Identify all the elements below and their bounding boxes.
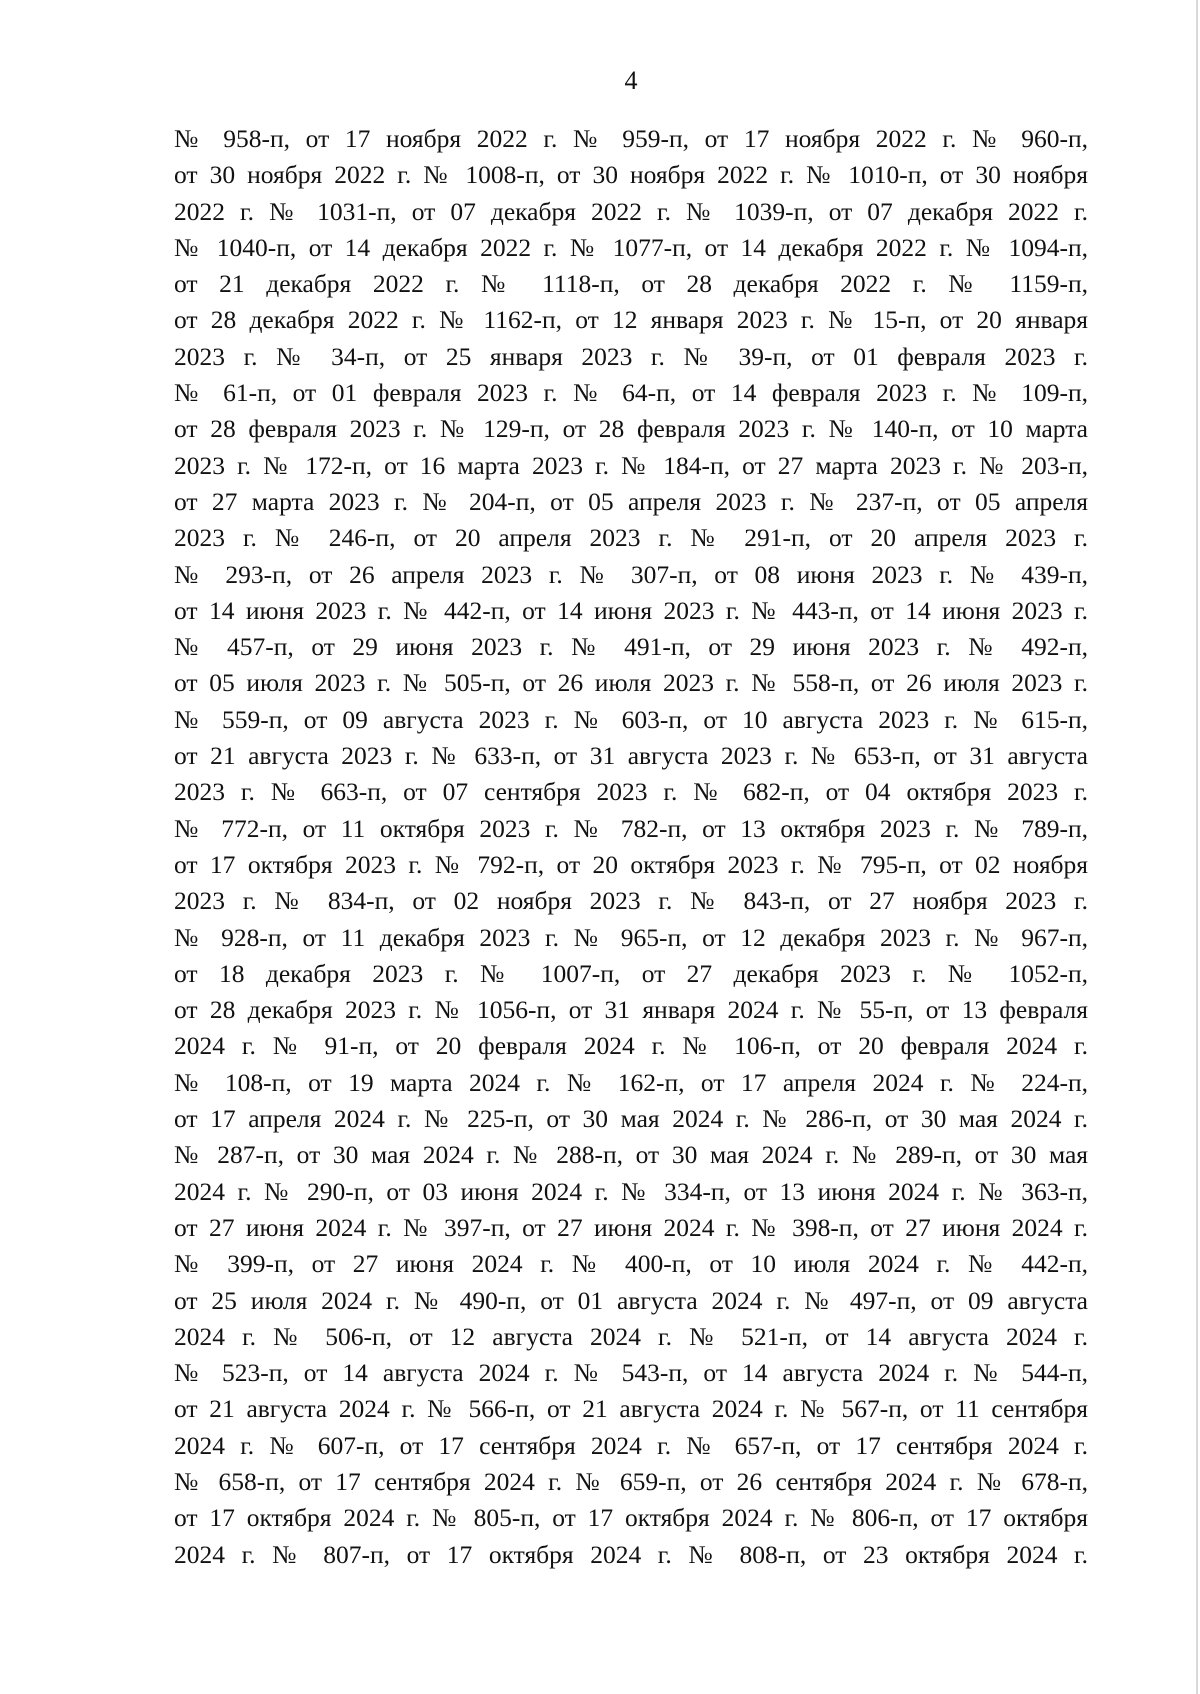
text-line: от 27 марта 2023 г. № 204-п, от 05 апреля 2023 г. № 237-п, от 05 апреля <box>174 486 1088 516</box>
text-line: № 958-п, от 17 ноября 2022 г. № 959-п, от 17 ноября 2022 г. № 960-п, <box>174 124 1088 153</box>
text-line: № 287-п, от 30 мая 2024 г. № 288-п, от 30 мая 2024 г. № 289-п, от 30 мая <box>174 1140 1088 1170</box>
text-line: 2024 г. № 290-п, от 03 июня 2024 г. № 334-п, от 13 июня 2024 г. № 363-п, <box>174 1176 1088 1206</box>
text-line: 2023 г. № 834-п, от 02 ноября 2023 г. № 843-п, от 27 ноября 2023 г. <box>174 886 1088 916</box>
text-line: 2024 г. № 607-п, от 17 сентября 2024 г. № 657-п, от 17 сентября 2024 г. <box>174 1430 1088 1460</box>
body-text <box>174 121 1088 1573</box>
text-line: от 28 декабря 2022 г. № 1162-п, от 12 января 2023 г. № 15-п, от 20 января <box>174 305 1088 335</box>
text-line: № 658-п, от 17 сентября 2024 г. № 659-п, от 26 сентября 2024 г. № 678-п, <box>174 1466 1088 1496</box>
text-line: № 457-п, от 29 июня 2023 г. № 491-п, от 29 июня 2023 г. № 492-п, <box>174 632 1088 662</box>
text-line: от 17 октября 2023 г. № 792-п, от 20 октября 2023 г. № 795-п, от 02 ноября <box>174 849 1088 879</box>
text-line: от 25 июля 2024 г. № 490-п, от 01 августа 2024 г. № 497-п, от 09 августа <box>174 1285 1088 1315</box>
text-line: 2024 г. № 807-п, от 17 октября 2024 г. № 808-п, от 23 октября 2024 г. <box>174 1539 1088 1569</box>
text-line: 2023 г. № 34-п, от 25 января 2023 г. № 39-п, от 01 февраля 2023 г. <box>174 341 1088 371</box>
text-line: от 28 декабря 2023 г. № 1056-п, от 31 января 2024 г. № 55-п, от 13 февраля <box>174 995 1088 1025</box>
text-line: № 559-п, от 09 августа 2023 г. № 603-п, от 10 августа 2023 г. № 615-п, <box>174 704 1088 734</box>
text-line: от 18 декабря 2023 г. № 1007-п, от 27 декабря 2023 г. № 1052-п, <box>174 958 1088 988</box>
text-line: 2023 г. № 663-п, от 07 сентября 2023 г. № 682-п, от 04 октября 2023 г. <box>174 777 1088 807</box>
text-line: от 30 ноября 2022 г. № 1008-п, от 30 ноября 2022 г. № 1010-п, от 30 ноября <box>174 160 1088 190</box>
text-line: 2022 г. № 1031-п, от 07 декабря 2022 г. № 1039-п, от 07 декабря 2022 г. <box>174 196 1088 226</box>
text-line: от 21 августа 2023 г. № 633-п, от 31 августа 2023 г. № 653-п, от 31 августа <box>174 741 1088 771</box>
text-line: № 772-п, от 11 октября 2023 г. № 782-п, от 13 октября 2023 г. № 789-п, <box>174 813 1088 843</box>
text-line: № 523-п, от 14 августа 2024 г. № 543-п, от 14 августа 2024 г. № 544-п, <box>174 1358 1088 1388</box>
text-line: от 21 декабря 2022 г. № 1118-п, от 28 декабря 2022 г. № 1159-п, <box>174 269 1088 299</box>
text-line: от 17 апреля 2024 г. № 225-п, от 30 мая 2024 г. № 286-п, от 30 мая 2024 г. <box>174 1104 1088 1134</box>
text-line: 2024 г. № 506-п, от 12 августа 2024 г. № 521-п, от 14 августа 2024 г. <box>174 1321 1088 1351</box>
text-line: от 21 августа 2024 г. № 566-п, от 21 августа 2024 г. № 567-п, от 11 сентября <box>174 1394 1088 1424</box>
text-line: № 1040-п, от 14 декабря 2022 г. № 1077-п, от 14 декабря 2022 г. № 1094-п, <box>174 232 1088 262</box>
text-line: от 05 июля 2023 г. № 505-п, от 26 июля 2023 г. № 558-п, от 26 июля 2023 г. <box>174 668 1088 698</box>
text-line: № 61-п, от 01 февраля 2023 г. № 64-п, от 14 февраля 2023 г. № 109-п, <box>174 378 1088 408</box>
text-line: № 293-п, от 26 апреля 2023 г. № 307-п, от 08 июня 2023 г. № 439-п, <box>174 559 1088 589</box>
text-line: от 17 октября 2024 г. № 805-п, от 17 октября 2024 г. № 806-п, от 17 октября <box>174 1503 1088 1533</box>
page-number: 4 <box>624 66 638 95</box>
text-line: от 27 июня 2024 г. № 397-п, от 27 июня 2024 г. № 398-п, от 27 июня 2024 г. <box>174 1212 1088 1242</box>
text-line: 2024 г. № 91-п, от 20 февраля 2024 г. № 106-п, от 20 февраля 2024 г. <box>174 1031 1088 1061</box>
text-line: от 14 июня 2023 г. № 442-п, от 14 июня 2023 г. № 443-п, от 14 июня 2023 г. <box>174 595 1088 625</box>
text-line: № 399-п, от 27 июня 2024 г. № 400-п, от 10 июля 2024 г. № 442-п, <box>174 1249 1088 1279</box>
text-line: № 928-п, от 11 декабря 2023 г. № 965-п, от 12 декабря 2023 г. № 967-п, <box>174 922 1088 952</box>
scan-edge-line <box>1196 0 1198 1694</box>
text-line: 2023 г. № 172-п, от 16 марта 2023 г. № 184-п, от 27 марта 2023 г. № 203-п, <box>174 450 1088 480</box>
text-line: 2023 г. № 246-п, от 20 апреля 2023 г. № 291-п, от 20 апреля 2023 г. <box>174 523 1088 553</box>
text-line: от 28 февраля 2023 г. № 129-п, от 28 февраля 2023 г. № 140-п, от 10 марта <box>174 414 1088 444</box>
text-line: № 108-п, от 19 марта 2024 г. № 162-п, от 17 апреля 2024 г. № 224-п, <box>174 1067 1088 1097</box>
